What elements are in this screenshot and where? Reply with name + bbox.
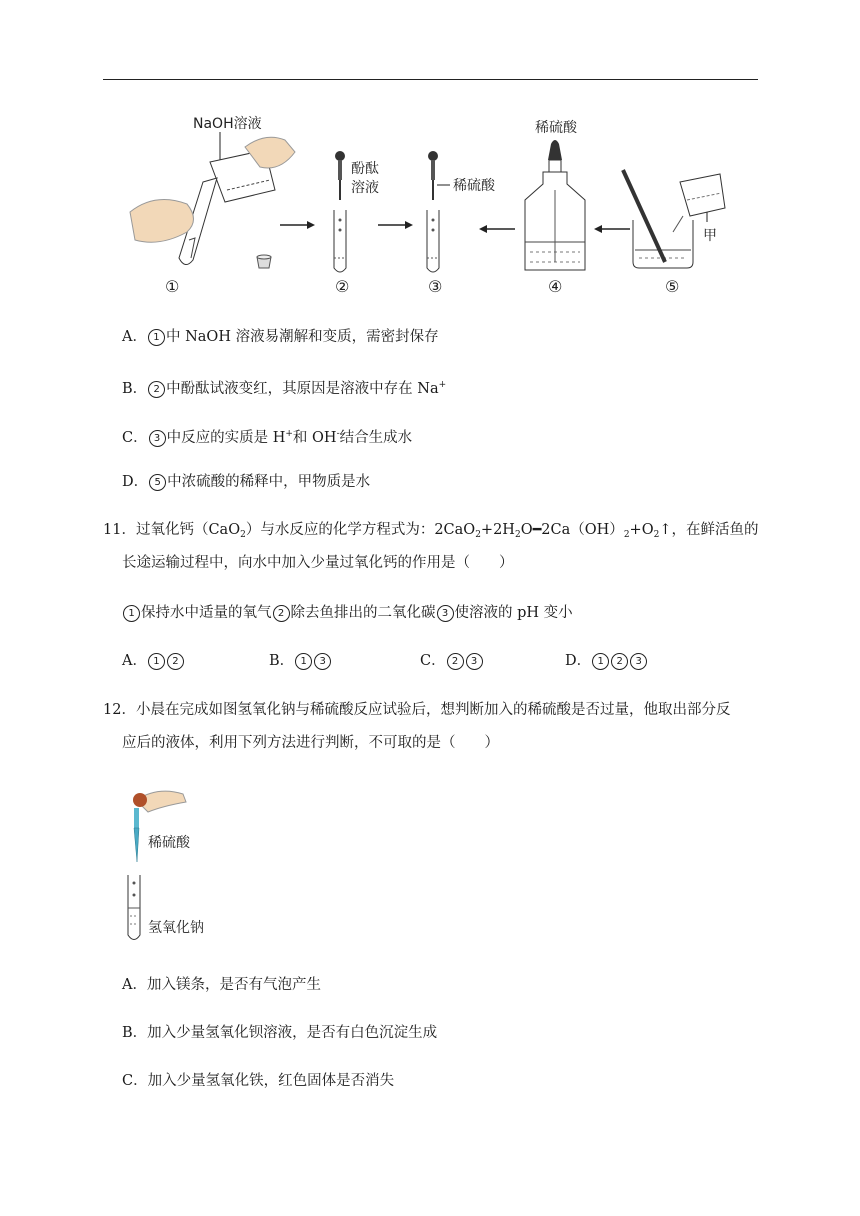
q12-acid-label: 稀硫酸 <box>148 835 190 851</box>
step4-illustration <box>525 120 585 270</box>
q12-option-a: A．加入镁条，是否有气泡产生 <box>122 977 321 993</box>
q12-option-c: C．加入少量氢氧化铁，红色固体是否消失 <box>122 1073 395 1089</box>
q10-option-b: B． 2 中酚酞试液变红，其原因是溶液中存在 Na+ <box>122 380 447 397</box>
step5-illustration <box>623 170 725 268</box>
q10-option-c: C． 3 中反应的实质是 H+和 OH-结合生成水 <box>122 429 413 446</box>
step-num-4: ④ <box>548 277 563 296</box>
acid-dropper-label: 稀硫酸 <box>453 178 495 194</box>
step-num-5: ⑤ <box>665 277 680 296</box>
q11-statements: 1 保持水中适量的氧气 2 除去鱼排出的二氧化碳 3 使溶液的 pH 变小 <box>122 603 573 623</box>
q12-base-label: 氢氧化钠 <box>148 920 204 936</box>
acid-bottle-label: 稀硫酸 <box>535 120 577 136</box>
header-rule <box>103 79 758 80</box>
step2-illustration <box>334 151 379 272</box>
phenol-label-1: 酚酞 <box>351 161 379 177</box>
q11-option-b: B． 1 3 <box>269 651 332 671</box>
step-num-3: ③ <box>428 277 443 296</box>
q12-figure <box>118 780 228 945</box>
q11-stem-line1: 11．过氧化钙（CaO$_2$）与水反应的化学方程式为：$2CaO_2+2H_2O━2Ca(OH)_2+O_2↑$，在鲜活鱼的 <box>103 522 759 540</box>
q11-option-a: A． 1 2 <box>122 651 185 671</box>
q12-stem-line1: 12．小晨在完成如图氢氧化钠与稀硫酸反应试验后，想判断加入的稀硫酸是否过量，他取出部分反 <box>103 702 731 718</box>
q12-option-b: B．加入少量氢氧化钡溶液，是否有白色沉淀生成 <box>122 1025 438 1041</box>
naoh-label: NaOH溶液 <box>193 116 262 132</box>
q12-stem-line2: 应后的液体，利用下列方法进行判断，不可取的是（ ） <box>122 735 499 751</box>
step-num-2: ② <box>335 277 350 296</box>
phenol-label-2: 溶液 <box>351 180 379 196</box>
jia-label: 甲 <box>703 228 717 244</box>
q11-option-d: D． 1 2 3 <box>565 651 648 671</box>
q10-option-a: A． 1 中 NaOH 溶液易潮解和变质，需密封保存 <box>122 329 439 345</box>
q11-option-c: C． 2 3 <box>420 651 484 671</box>
step1-illustration <box>130 115 295 268</box>
experiment-figure <box>125 112 735 302</box>
step-num-1: ① <box>165 277 180 296</box>
q11-stem-line2: 长途运输过程中，向水中加入少量过氧化钙的作用是（ ） <box>122 555 514 571</box>
step3-illustration <box>427 151 496 272</box>
q10-option-d: D． 5 中浓硫酸的稀释中，甲物质是水 <box>122 474 371 490</box>
